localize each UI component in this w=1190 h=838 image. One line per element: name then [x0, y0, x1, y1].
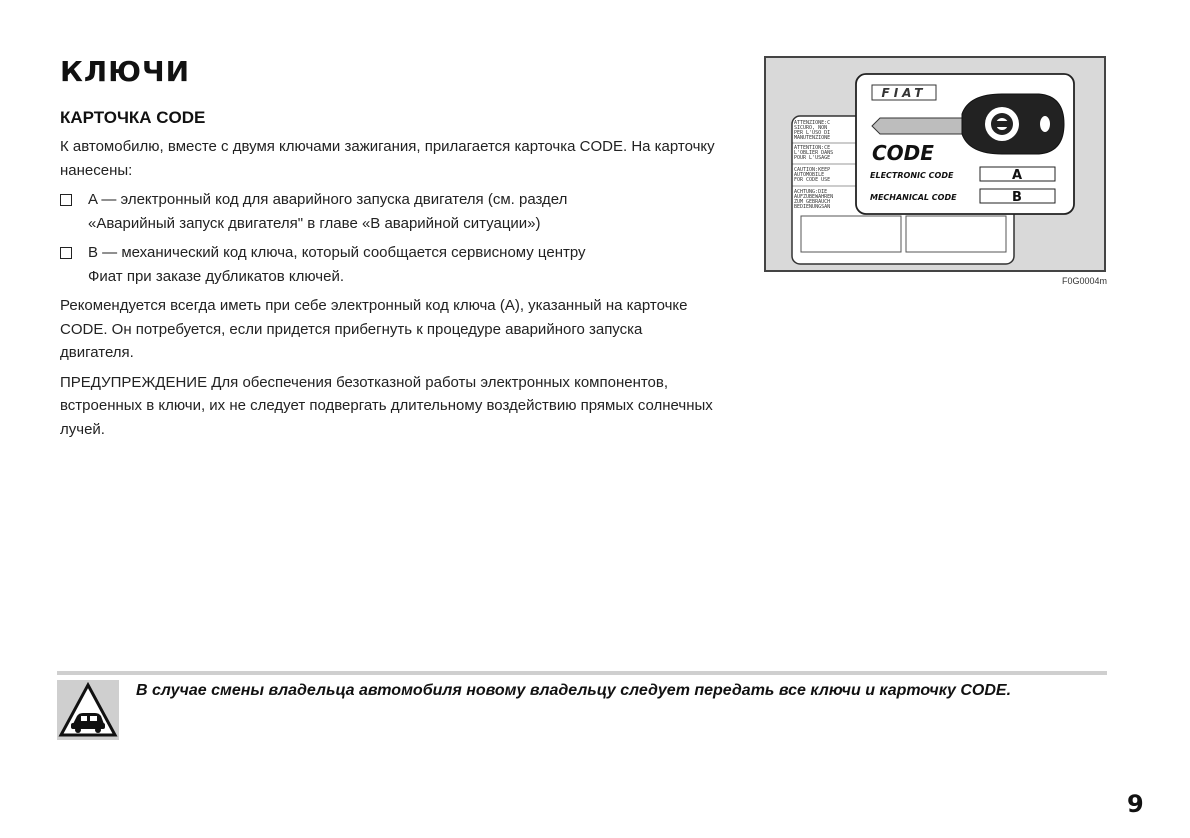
back-card-text: POUR L'USAGE — [794, 155, 831, 161]
bullet-b-line1: B — механический код ключа, который сообщается сервисному центру — [88, 244, 586, 261]
back-card-text: ATTENTION:CE — [794, 145, 831, 151]
checkbox-square-icon — [60, 194, 72, 206]
bullet-b-line2: Фиат при заказе дубликатов ключей. — [88, 267, 345, 285]
bullet-a-line1: A — электронный код для аварийного запуска двигателя (см. раздел — [88, 191, 568, 208]
warning-paragraph: ПРЕДУПРЕЖДЕНИЕ Для обеспечения безотказной работы электронных компонентов, встроенных в ключи, их не следует подвергать длительному воздействию прямых солнечных лучей. — [60, 373, 713, 438]
section-title: КАРТОЧКА CODE — [60, 108, 206, 127]
fiat-logo — [872, 85, 936, 100]
back-card-text: AUFZUBEWAHREN — [794, 194, 834, 200]
back-card-text: AUTOMOBILE — [794, 172, 825, 178]
page-number: 9 — [1127, 790, 1144, 818]
bullet-item-b — [60, 241, 715, 288]
electronic-code-label: ELECTRONIC CODE — [870, 171, 954, 180]
svg-text:FIAT: FIAT — [881, 86, 927, 100]
back-card-text: CAUTION:KEEP — [794, 167, 831, 173]
code-card-figure — [764, 56, 1106, 272]
figure-caption: F0G0004m — [1061, 276, 1107, 286]
front-card — [856, 74, 1074, 214]
electronic-code-value: A — [1011, 168, 1023, 183]
mechanical-code-value: B — [1012, 190, 1022, 205]
recommendation-paragraph: Рекомендуется всегда иметь при себе электронный код ключа (A), указанный на карточке CODE. Он потребуется, если придется прибегнуть к процедуре аварийного запуска двигателя. — [60, 297, 688, 361]
back-card-text: BEDIENUNGSAN — [794, 204, 831, 210]
back-card-text: MANUTENZIONE — [794, 135, 831, 141]
back-card-text: ACHTUNG:DIE — [794, 189, 828, 195]
divider — [57, 671, 1107, 675]
mechanical-code-label: MECHANICAL CODE — [870, 193, 957, 202]
page-title: КЛЮЧИ — [60, 55, 191, 88]
body-text — [60, 135, 715, 447]
back-card-text: SICURO, NON — [794, 125, 828, 131]
back-card-text: FOR CODE USE — [794, 177, 831, 183]
back-card-text: L'OBLIER DANS — [794, 150, 834, 156]
bullet-item-a — [60, 188, 715, 235]
back-card-text: PER L'USO DI — [794, 130, 831, 136]
checkbox-square-icon — [60, 247, 72, 259]
intro-paragraph: К автомобилю, вместе с двумя ключами зажигания, прилагается карточка CODE. На карточку нанесены: — [60, 138, 715, 179]
back-card-text: ATTENZIONE:C — [794, 120, 831, 126]
card-code-title: CODE — [872, 141, 934, 165]
back-card-text: ZUM GEBRAUCH — [794, 199, 831, 205]
bullet-a-line2: «Аварийный запуск двигателя" в главе «В аварийной ситуации») — [88, 214, 541, 232]
warning-car-icon — [57, 680, 119, 740]
note-text: В случае смены владельца автомобиля новому владельцу следует передать все ключи и карточку CODE. — [136, 682, 1012, 699]
